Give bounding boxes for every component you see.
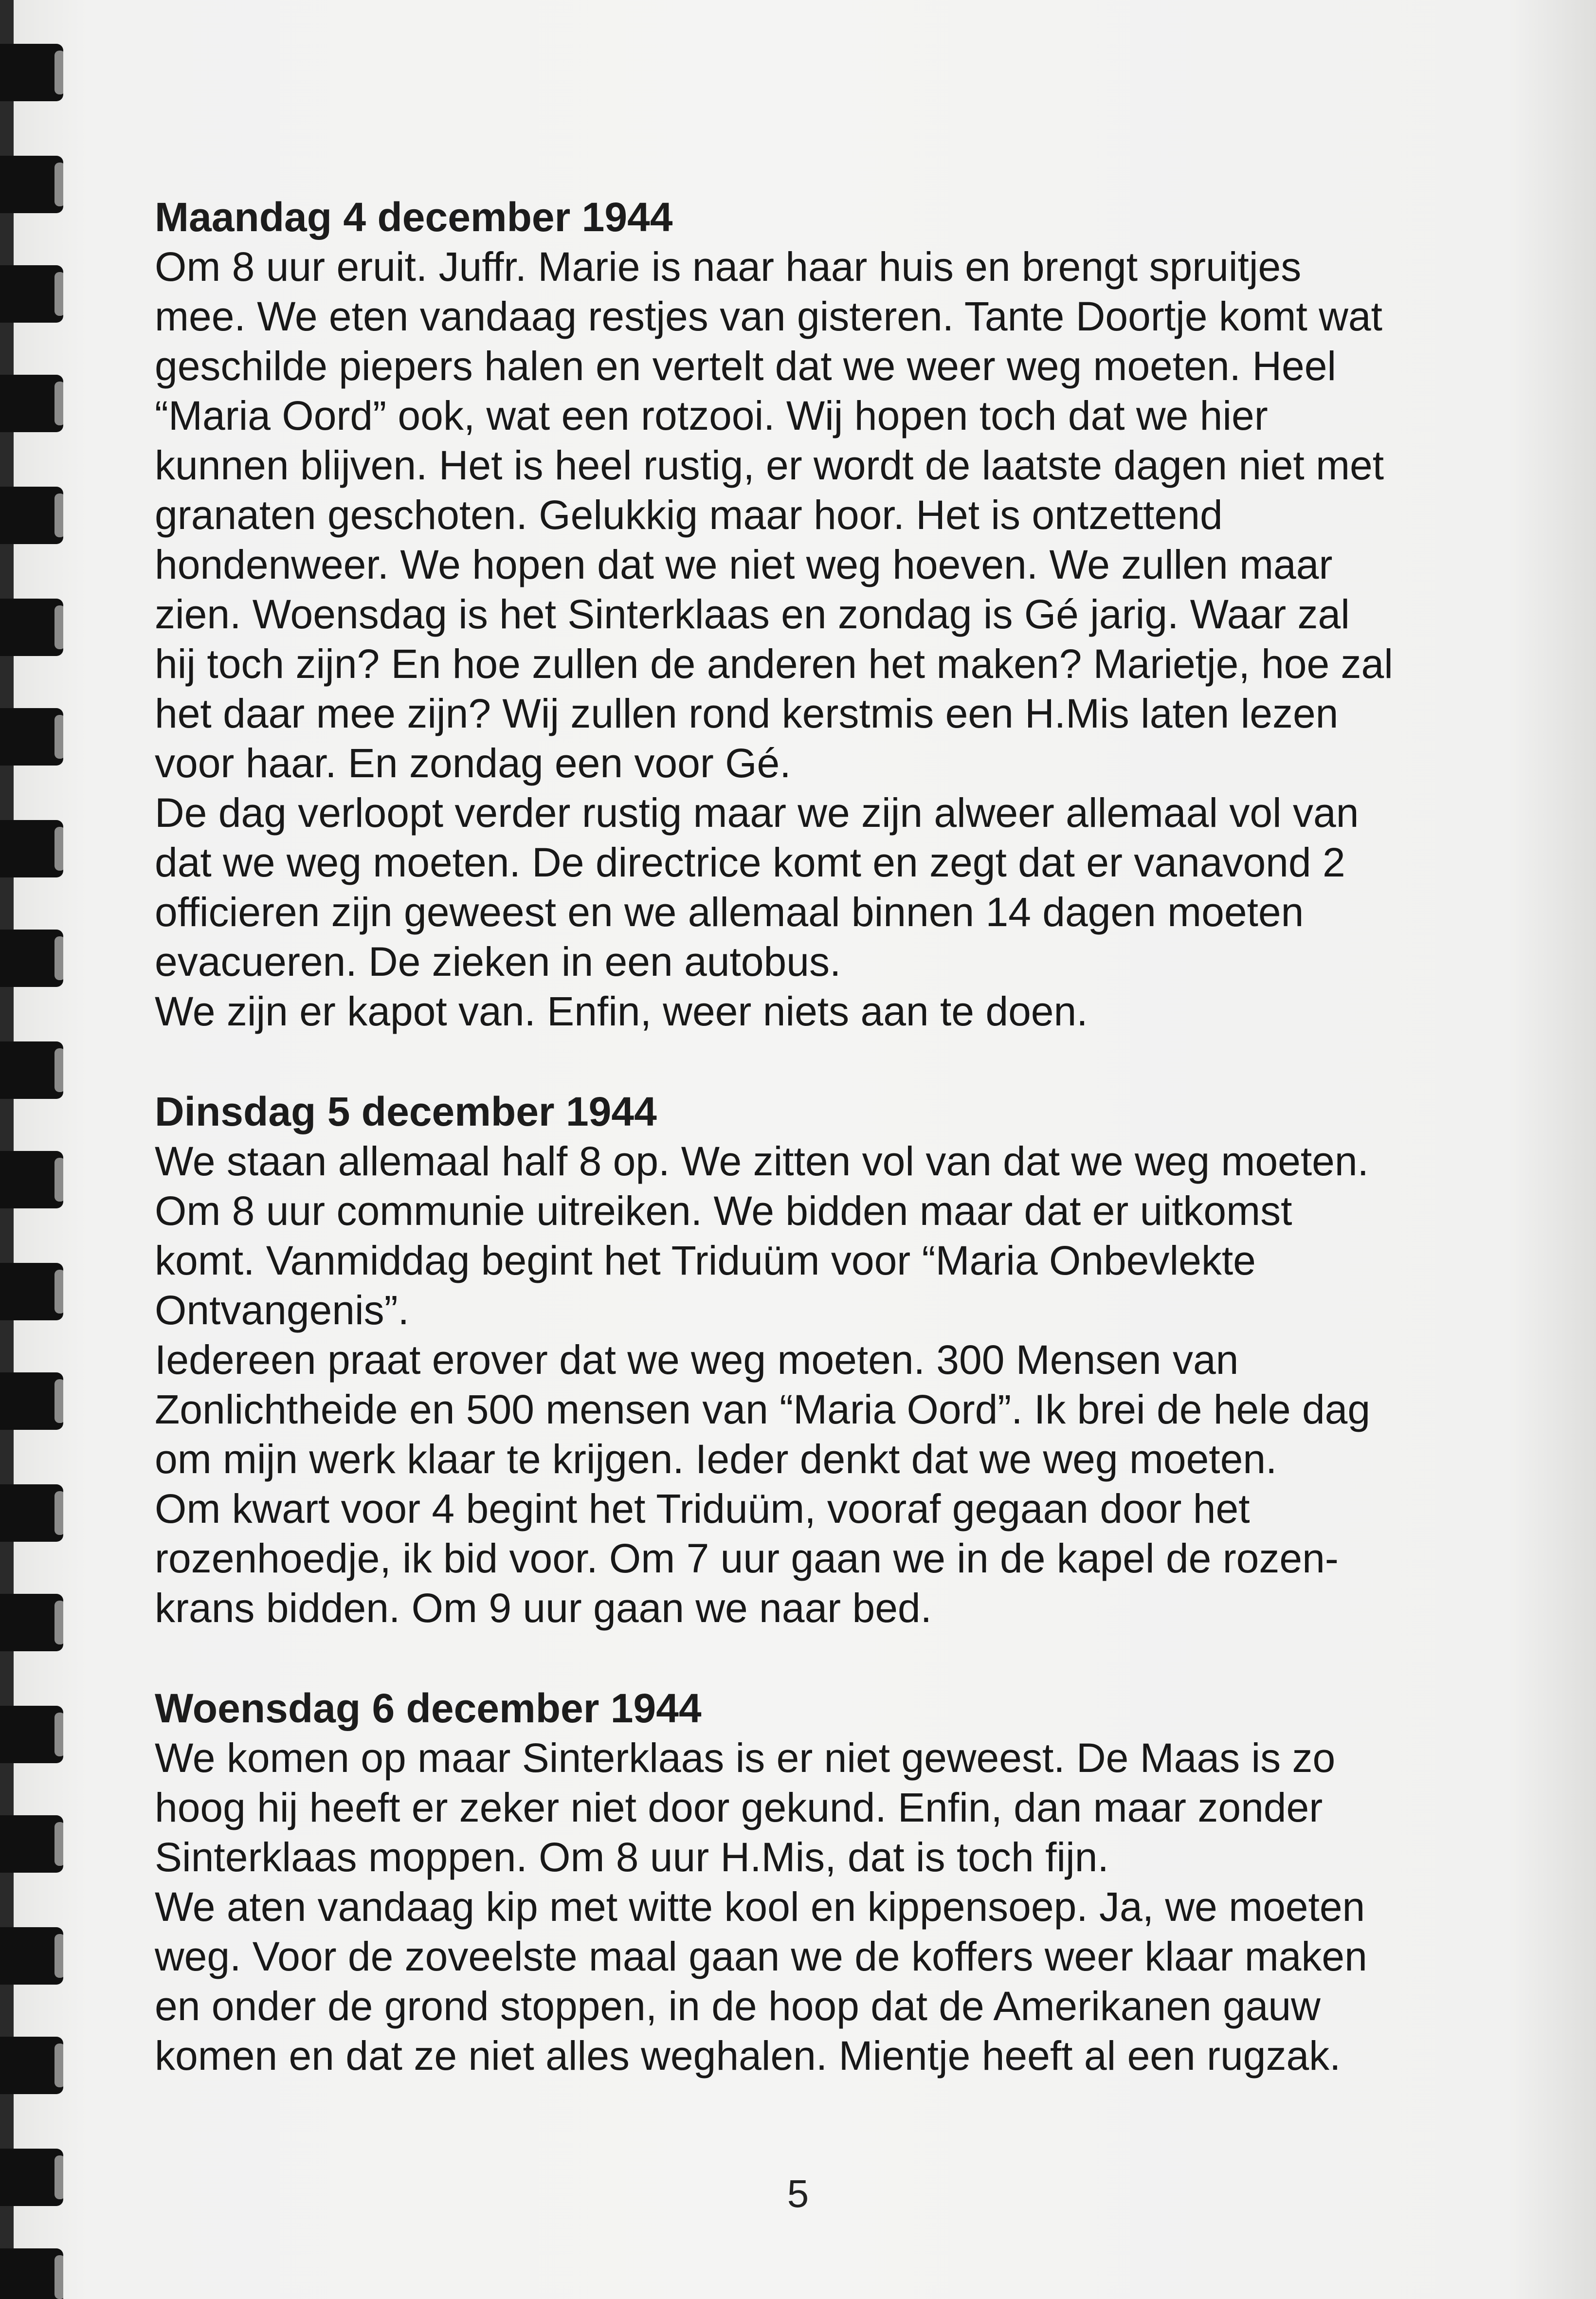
binding-ring	[0, 375, 63, 432]
binding-ring	[0, 1706, 63, 1763]
binding-ring	[0, 1263, 63, 1320]
binding-ring	[0, 487, 63, 544]
binding-ring	[0, 265, 63, 323]
diary-content	[155, 192, 1498, 2131]
binding-ring	[0, 2248, 63, 2299]
binding-ring	[0, 820, 63, 877]
entry-paragraph: We staan allemaal half 8 op. We zitten vol van dat we weg moeten. Om 8 uur communie uitreiken. We bidden maar dat er uitkomst komt. Vanmiddag begint het Triduüm voor “Maria Onbevlekte Ontvangenis”.	[155, 1138, 1369, 1333]
spiral-binding	[0, 0, 78, 2299]
binding-ring	[0, 1815, 63, 1873]
binding-ring	[0, 708, 63, 766]
entry-heading: Maandag 4 december 1944	[155, 194, 673, 240]
entry-paragraph: We zijn er kapot van. Enfin, weer niets aan te doen.	[155, 988, 1088, 1034]
entry-heading: Dinsdag 5 december 1944	[155, 1089, 657, 1134]
binding-ring	[0, 1594, 63, 1651]
entry-paragraph: Iedereen praat erover dat we weg moeten. 300 Mensen van Zonlichtheide en 500 mensen van “Maria Oord”. Ik brei de hele dag om mijn werk klaar te krijgen. Ieder denkt dat we weg moeten. Om kwart voor 4 begint het Triduüm, vooraf gegaan door het rozenhoedje, ik bid voor. Om 7 uur gaan we in de kapel de rozen- krans bidden. Om 9 uur gaan we naar bed.	[155, 1337, 1371, 1631]
entry-paragraph: We aten vandaag kip met witte kool en kippensoep. Ja, we moeten weg. Voor de zoveelste maal gaan we de koffers weer klaar maken en onder de grond stoppen, in de hoop dat de Amerikanen gauw komen en dat ze niet alles weghalen. Mientje heeft al een rugzak.	[155, 1884, 1367, 2079]
diary-entry	[155, 192, 1498, 1036]
binding-ring	[0, 44, 63, 101]
binding-ring	[0, 1041, 63, 1099]
binding-ring	[0, 1484, 63, 1542]
binding-ring	[0, 1151, 63, 1208]
binding-ring	[0, 1927, 63, 1985]
diary-entry	[155, 1683, 1498, 2080]
binding-ring	[0, 930, 63, 987]
diary-entry	[155, 1087, 1498, 1633]
entry-paragraph: We komen op maar Sinterklaas is er niet geweest. De Maas is zo hoog hij heeft er zeker niet door gekund. Enfin, dan maar zonder Sinterklaas moppen. Om 8 uur H.Mis, dat is toch fijn.	[155, 1735, 1336, 1880]
binding-ring	[0, 156, 63, 213]
entry-paragraph: De dag verloopt verder rustig maar we zijn alweer allemaal vol van dat we weg moeten. De directrice komt en zegt dat er vanavond 2 officieren zijn geweest en we allemaal binnen 14 dagen moeten evacueren. De zieken in een autobus.	[155, 790, 1359, 985]
binding-ring	[0, 2037, 63, 2094]
page-number: 5	[787, 2172, 809, 2215]
binding-ring	[0, 1372, 63, 1430]
entry-heading: Woensdag 6 december 1944	[155, 1685, 702, 1731]
entry-paragraph: Om 8 uur eruit. Juffr. Marie is naar haar huis en brengt spruitjes mee. We eten vandaag restjes van gisteren. Tante Doortje komt wat geschilde piepers halen en vertelt dat we weer weg moeten. Heel “Maria Oord” ook, wat een rotzooi. Wij hopen toch dat we hier kunnen blijven. Het is heel rustig, er wordt de laatste dagen niet met granaten geschoten. Gelukkig maar hoor. Het is ontzettend hondenweer. We hopen dat we niet weg hoeven. We zullen maar zien. Woensdag is het Sinterklaas en zondag is Gé jarig. Waar zal hij toch zijn? En hoe zullen de anderen het maken? Marietje, hoe zal het daar mee zijn? Wij zullen rond kerstmis een H.Mis laten lezen voor haar. En zondag een voor Gé.	[155, 244, 1393, 786]
binding-ring	[0, 599, 63, 656]
